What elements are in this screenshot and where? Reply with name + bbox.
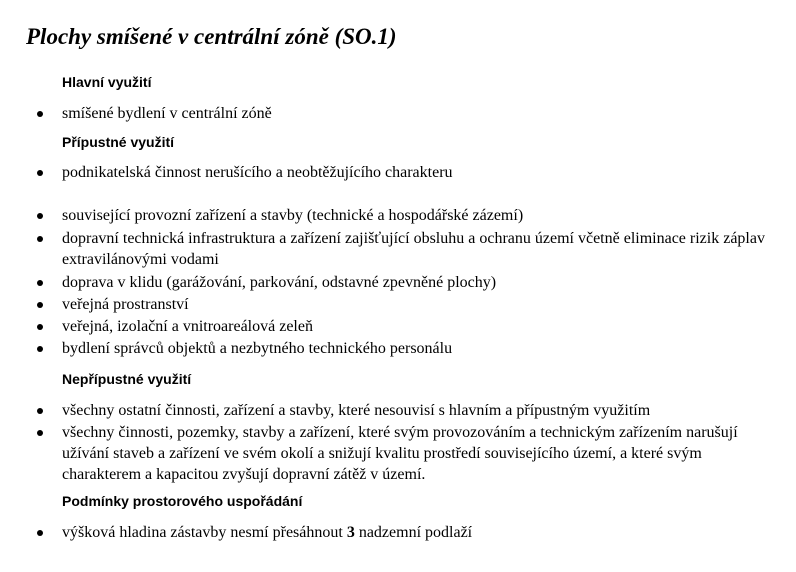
list-item-main-use: smíšené bydlení v centrální zóně [62, 105, 272, 122]
floor-count: 3 [346, 524, 355, 541]
list-item-prohibited-2: všechny činnosti, pozemky, stavby a zařízení, které svým provozováním a technickým zařízením narušují užívání staveb a zařízení ve svém okolí a snižují kvalitu prostředí souvisejícího území, a které svým charakterem a kapacitou zvyšují dopravní zátěž v území. [62, 424, 738, 483]
bullet-icon [37, 111, 43, 117]
heading-spatial-conditions: Podmínky prostorového uspořádání [62, 493, 303, 509]
bullet-icon [37, 430, 43, 436]
height-limit-prefix: výšková hladina zástavby nesmí přesáhnout [62, 524, 343, 541]
bullet-icon [37, 346, 43, 352]
list-item-spatial-1 [62, 522, 784, 543]
list-item-permitted-2: související provozní zařízení a stavby (technické a hospodářské zázemí) [62, 207, 524, 224]
list-item-prohibited-1: všechny ostatní činnosti, zařízení a stavby, které nesouvisí s hlavním a přípustným využitím [62, 402, 651, 419]
bullet-icon [37, 236, 43, 242]
bullet-icon [37, 530, 43, 536]
bullet-icon [37, 280, 43, 286]
heading-permitted-use: Přípustné využití [62, 134, 175, 150]
list-item-permitted-4: doprava v klidu (garážování, parkování, odstavné zpevněné plochy) [62, 274, 497, 291]
bullet-icon [37, 408, 43, 414]
list-item-permitted-6: veřejná, izolační a vnitroareálová zeleň [62, 318, 313, 335]
height-limit-suffix: nadzemní podlaží [358, 524, 473, 541]
list-item-permitted-1: podnikatelská činnost nerušícího a neobtěžujícího charakteru [62, 164, 453, 181]
list-item-permitted-5: veřejná prostranství [62, 296, 189, 313]
heading-prohibited-use: Nepřípustné využití [62, 371, 192, 387]
page-title: Plochy smíšené v centrální zóně (SO.1) [26, 24, 397, 49]
bullet-icon [37, 213, 43, 219]
bullet-icon [37, 324, 43, 330]
bullet-icon [37, 170, 43, 176]
heading-main-use: Hlavní využití [62, 74, 152, 90]
list-item-permitted-7: bydlení správců objektů a nezbytného technického personálu [62, 340, 453, 357]
bullet-icon [37, 302, 43, 308]
list-item-permitted-3: dopravní technická infrastruktura a zařízení zajišťující obsluhu a ochranu území včetně eliminace rizik záplav extravilánovými vodami [62, 230, 765, 268]
